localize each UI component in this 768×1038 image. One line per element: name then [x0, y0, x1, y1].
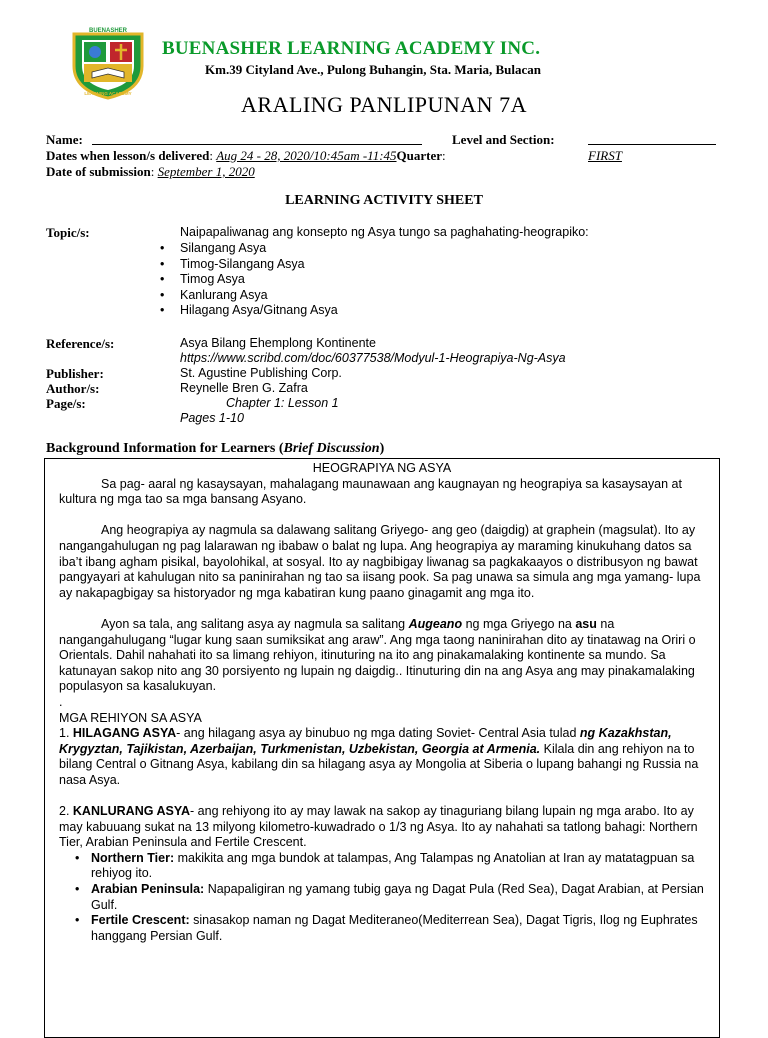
quarter-value: FIRST [588, 148, 622, 163]
paragraph-1: Sa pag- aaral ng kasaysayan, mahalagang maunawaan ang kaugnayan ng heograpiya sa kasaysayan at kultura ng mga tao sa mga bansang Asyano. [59, 476, 682, 507]
pages-label: Page/s [46, 396, 82, 411]
reference-field: Reference/s: [46, 336, 115, 351]
region-1: 1. HILAGANG ASYA- ang hilagang asya ay binubuo ng mga dating Soviet- Central Asia tulad ng Kazakhstan, Krygyztan, Tajikistan, Azerbaijan, Turkmenistan, Uzbekistan, Georgia at Armenia. Kilala din ang rehiyon na to bilang Central o Gitnang Asya, kabilang din sa hilagang asya ay Mongolia at Siberia o lupang bahangi ng Russia na nasa Asya. [59, 726, 699, 787]
publisher-field: Publisher: [46, 366, 104, 381]
level-label: Level and Section [452, 132, 551, 147]
logo-text-bottom: LEARNING ACADEMY [84, 91, 132, 96]
quarter-label: Quarter [396, 148, 443, 163]
region-2: 2. KANLURANG ASYA- ang rehiyong ito ay may lawak na sakop ay tinaguriang bilang lupain ng mga arabo. Ito ay may kabuuang sukat na 13 milyong kilometro-kuwadrado o 1/3 ng Asya. Ito ay nahahati sa tatlong bahagi: Northern Tier, Arabian Peninsula and Fertile Crescent. [59, 804, 698, 850]
reference-label: Reference/s [46, 336, 111, 351]
reference-title: Asya Bilang Ehemplong Kontinente [180, 336, 376, 350]
dates-label: Dates when lesson/s delivered [46, 148, 210, 163]
bullet-icon: • [75, 913, 80, 928]
paragraph-2: Ang heograpiya ay nagmula sa dalawang salitang Griyego- ang geo (daigdig) at graphein (magsulat). Ito ay nangangahulugan ng pag lalarawan ng ibabaw o balat ng lupa. Ang heograpiya ay maraming kinukuhang datos sa iba’t ibang agham pisikal, bayolohikal, at sosyal. Ito ay nagbibigay liwanag sa pagkakaayos o distribusyon ng bawat pangyayari at kahulugan nito sa paninirahan ng tao sa iisang pook. Sa pag unawa sa simula ang mga yamang- lupa ay nakapagbigay sa historyador ng mga kabatiran kung paano ginagamit ang mga ito. [59, 523, 701, 600]
submission-field: Date of submission: September 1, 2020 [46, 164, 255, 179]
sheet-title: LEARNING ACTIVITY SHEET [285, 193, 483, 208]
topic-item: • Hilagang Asya/Gitnang Asya [160, 303, 338, 318]
subitem: • Fertile Crescent: sinasakop naman ng Dagat Mediteraneo(Mediterrean Sea), Dagat Tigris, Ilog ng Euphrates hanggang Persian Gulf. [75, 913, 698, 943]
bullet-icon: • [160, 256, 165, 271]
submission-label: Date of submission [46, 164, 151, 179]
name-label: Name [46, 132, 79, 147]
publisher-label: Publisher [46, 366, 100, 381]
subject-title: ARALING PANLIPUNAN 7A [241, 92, 527, 117]
discussion-box [44, 458, 720, 1038]
logo-text-top: BUENASHER [88, 28, 128, 34]
author-value: Reynelle Bren G. Zafra [180, 381, 308, 395]
topic-item: • Kanlurang Asya [160, 287, 268, 302]
topic-intro: Naipapaliwanag ang konsepto ng Asya tungo sa paghahating-heograpiko: [180, 225, 589, 239]
topic-item: • Silangang Asya [160, 241, 267, 255]
paragraph-3: Ayon sa tala, ang salitang asya ay nagmula sa salitang Augeano ng mga Griyego na asu na nangangahulugang “lugar kung saan sumiksikat ang araw”. Ang mga taong naninirahan dito ay tinatawag na Oriri o Orientals. Dahil nahahati ito sa limang rehiyon, itinuturing na ito ang pinakamalaking kontinente sa mundo. Sa katunayan sakop nito ang 30 porsiyento ng lupain ng daigdig.. Itinuturing din na ang Asya ang may pinakamalaking populasyon sa kasalukuyan. [59, 616, 696, 694]
school-name: BUENASHER LEARNING ACADEMY INC. [162, 38, 541, 59]
bullet-icon: • [75, 882, 80, 897]
topic-field: Topic/s: [46, 225, 90, 240]
discussion-heading: HEOGRAPIYA NG ASYA [312, 461, 452, 475]
dates-field: Dates when lesson/s delivered: Aug 24 - 28, 2020/10:45am -11:45Quarter: [46, 148, 446, 163]
author-label: Author/s [46, 381, 96, 396]
bullet-icon: • [160, 241, 165, 255]
bullet-icon: • [160, 287, 165, 302]
subitem: • Arabian Peninsula: Napapaligiran ng yamang tubig gaya ng Dagat Pula (Red Sea), Dagat Arabian, at Persian Gulf. [75, 882, 704, 912]
bullet-icon: • [160, 272, 165, 287]
regions-title: MGA REHIYON SA ASYA [59, 710, 202, 725]
level-field: Level and Section: [452, 132, 555, 147]
bullet-icon: • [75, 850, 80, 865]
topic-item: • Timog-Silangang Asya [160, 256, 305, 271]
region-2-subitems [59, 851, 705, 945]
school-logo [68, 26, 148, 100]
background-title: Background Information for Learners (Brief Discussion) [46, 441, 385, 456]
level-blank [588, 132, 716, 145]
author-field: Author/s: [46, 381, 100, 396]
bullet-icon: • [160, 303, 165, 318]
name-field: Name: [46, 132, 83, 147]
publisher-value: St. Agustine Publishing Corp. [180, 366, 342, 380]
topic-item: • Timog Asya [160, 272, 245, 287]
submission-value: September 1, 2020 [157, 164, 255, 179]
name-blank [92, 132, 422, 145]
separator-dot: . [59, 694, 63, 709]
school-address: Km.39 Cityland Ave., Pulong Buhangin, Sta. Maria, Bulacan [205, 62, 542, 77]
subitem: • Northern Tier: makikita ang mga bundok at talampas, Ang Talampas ng Anatolian at Iran ay matatagpuan sa rehiyog ito. [75, 850, 695, 881]
dates-value: Aug 24 - 28, 2020/10:45am -11:45 [216, 148, 397, 163]
topic-label: Topic/s [46, 225, 86, 240]
reference-url: https://www.scribd.com/doc/60377538/Modyul-1-Heograpiya-Ng-Asya [180, 351, 566, 365]
topic-list [160, 241, 338, 319]
pages-value: Pages 1-10 [180, 411, 244, 425]
chapter-value: Chapter 1: Lesson 1 [226, 396, 339, 410]
pages-field: Page/s: [46, 396, 86, 411]
